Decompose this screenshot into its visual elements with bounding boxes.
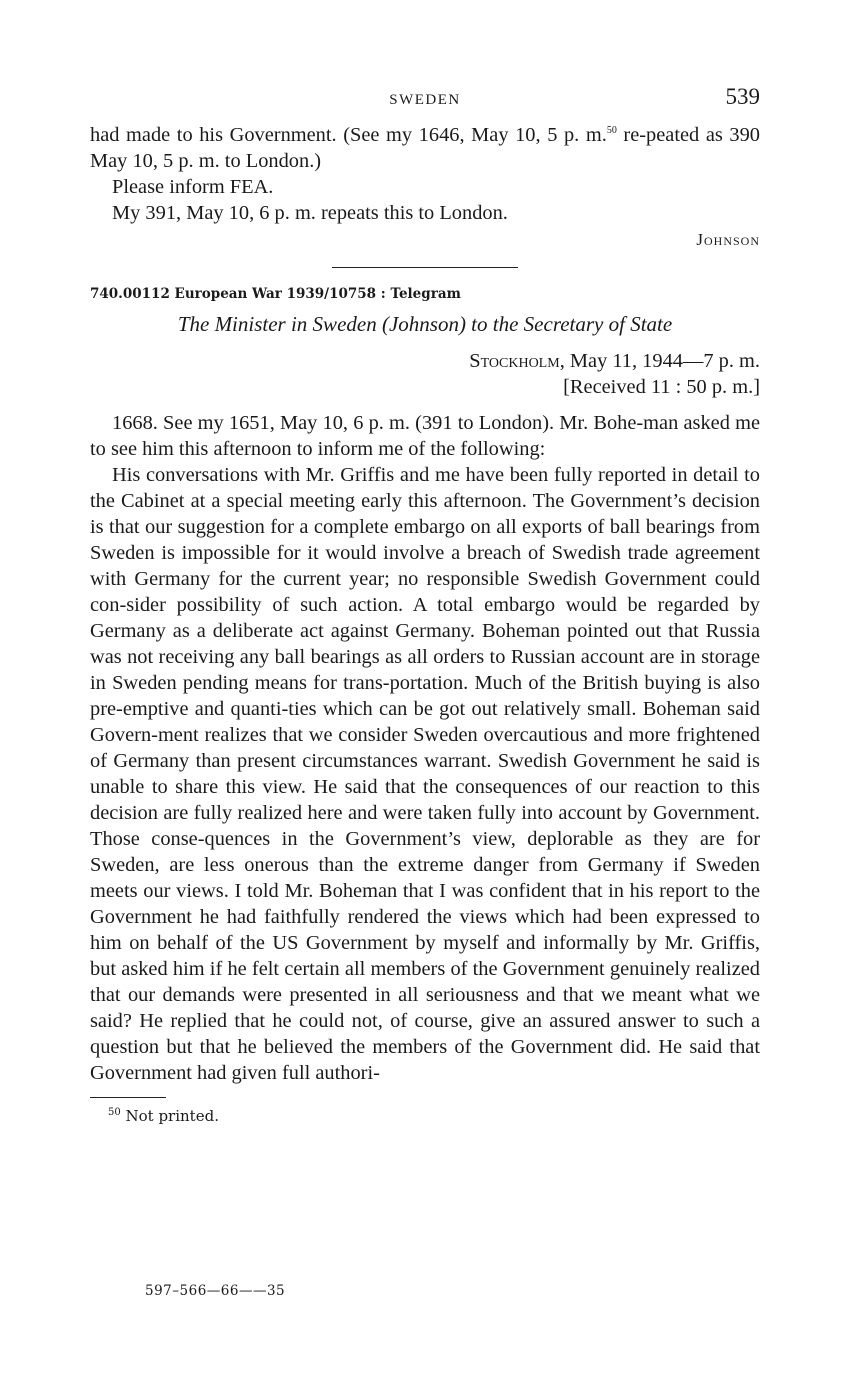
footnote: $^{50}$ Not printed. bbox=[108, 1106, 219, 1125]
page-body bbox=[90, 84, 760, 1125]
continued-paragraph: had made to his Government. (See my 1646, May 10, 5 p. m.$^{50}$ re-peated as 390 May 10, 5 p. m. to London.) bbox=[90, 123, 760, 172]
received-line: [Received 11 : 50 p. m.] bbox=[563, 375, 760, 398]
paragraph: His conversations with Mr. Griffis and me have been fully reported in detail to the Cabinet at a special meeting early this afternoon. The Government’s decision is that our suggestion for a complete embargo on all exports of ball bearings from Sweden is impossible for it would involve a breach of Swedish trade agreement with Germany for the current year; no responsible Swedish Government could con-sider possibility of such action. A total embargo would be regarded by Germany as a deliberate act against Germany. Boheman pointed out that Russia was not receiving any ball bearings as all orders to Russian account are in storage in Sweden pending means for trans-portation. Much of the British buying is also pre-emptive and quanti-ties which can be got out relatively small. Boheman said Govern-ment realizes that we consider Sweden overcautious and more frightened of Germany than present circumstances warrant. Swedish Government he said is unable to share this view. He said that the consequences of our reaction to this decision are fully realized here and were taken fully into account by Government. Those conse-quences in the Government’s view, deplorable as they are for Sweden, are less onerous than the extreme danger from Germany if Sweden meets our views. I told Mr. Boheman that I was confident that in his report to the Government he had faithfully rendered the views which had been expressed to him on behalf of the US Government by myself and informally by Mr. Griffis, but asked him if he felt certain all members of the Government genuinely realized that our demands were presented in all seriousness and that we meant what we said? He replied that he could not, of course, give an assured answer to such a question but that he believed the members of the Government did. He said that Government had given full authori- bbox=[90, 463, 760, 1084]
running-head bbox=[90, 84, 760, 118]
page-number: 539 bbox=[725, 84, 760, 109]
paragraph: My 391, May 10, 6 p. m. repeats this to London. bbox=[112, 201, 508, 224]
dateline bbox=[90, 348, 760, 374]
paragraph: Please inform FEA. bbox=[112, 175, 274, 198]
section-divider bbox=[332, 267, 518, 268]
footnote-marker: 50 bbox=[606, 125, 617, 136]
paragraph: 1668. See my 1651, May 10, 6 p. m. (391 to London). Mr. Bohe-man asked me to see him this afternoon to inform me of the following: bbox=[90, 411, 760, 460]
document-title: The Minister in Sweden (Johnson) to the Secretary of State bbox=[177, 311, 673, 336]
dateline-date: , May 11, 1944—7 p. m. bbox=[559, 349, 760, 372]
dateline-place: Stockholm bbox=[469, 349, 560, 372]
signature: Johnson bbox=[696, 229, 760, 249]
section-title: SWEDEN bbox=[389, 92, 461, 108]
file-reference: 740.00112 European War 1939/10758 : Telegram bbox=[90, 285, 461, 302]
footnote-divider bbox=[90, 1097, 166, 1098]
print-code: 597–566—66——35 bbox=[145, 1283, 286, 1299]
